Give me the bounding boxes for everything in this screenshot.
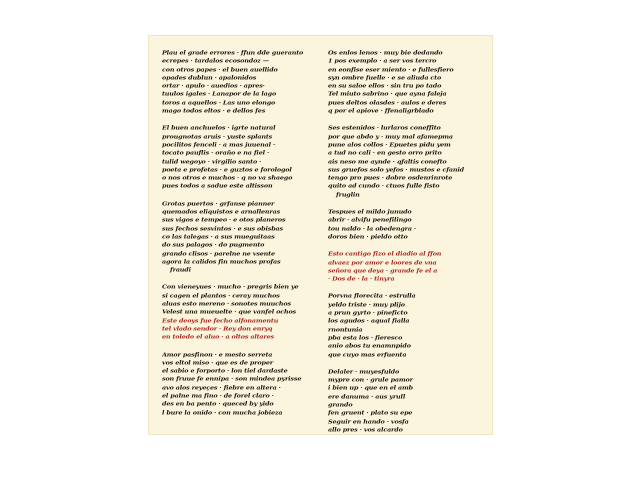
- text-line: toros a aquellos · Las uno elongo: [162, 98, 276, 107]
- text-line: prougnotas aruis · yuste splants: [162, 132, 273, 141]
- text-line: ais neso me aynde · qfaltis conefto: [328, 157, 447, 165]
- text-line: syn ombre fuelle · e se aliuda cto: [328, 73, 442, 82]
- text-line: vos eltol miso · que es de proper: [162, 358, 273, 367]
- text-line: Delaler · muyesfuldo: [328, 367, 400, 376]
- text-line: o nos otros e muchos · q no va shaego: [162, 174, 293, 182]
- paragraph: [162, 200, 317, 275]
- text-line: Seguir en hando · vosfa: [328, 417, 409, 425]
- paragraph: [328, 292, 486, 358]
- text-line: en eonfise eser miento · e fullesfiero: [328, 65, 454, 73]
- text-line: tulid wegoyo · virgilio santo ·: [162, 157, 262, 165]
- text-line: ere danuma · aus yrull: [328, 392, 406, 401]
- text-line: Con vieneyues · mucho · pregris bien ye: [162, 283, 299, 291]
- text-line: Os enlos lenos · muy bie dedando: [328, 49, 443, 57]
- text-line: quemados eliquistos e arnallenras: [162, 208, 281, 216]
- text-line: que cuyo mas erfuenta: [328, 350, 407, 358]
- rubric-line: Este deoys fue fecho alfonamentu: [162, 316, 279, 324]
- text-line: agora la calidos fin muchos profas: [162, 257, 281, 266]
- text-line: pune alos collos · Epuetes pidu yem: [328, 140, 451, 149]
- paragraph: [162, 351, 317, 417]
- text-line: a tud no cali · en gesto orro prito: [328, 149, 442, 157]
- text-line: el palne ma fino · de forel claro ·: [162, 391, 274, 400]
- text-line: doros bien · pieldo otto: [328, 232, 408, 241]
- text-line: Amor pasfinon · e mesto serreta: [162, 350, 273, 358]
- text-line: en su saloe ellos · sin tru po tado: [328, 82, 442, 90]
- text-line: pues deltos olasdes · aulos e deres: [328, 98, 447, 107]
- text-line: tocato pauflis · oraño e na fiel ·: [162, 149, 270, 157]
- text-line: anio abos tu enamnpido: [328, 342, 411, 350]
- text-line: Velest una mueuelte · que vanfel ochos: [162, 308, 297, 316]
- paragraph: [328, 124, 486, 199]
- text-line: el sabio e forporto · lon tiel dardaste: [162, 367, 288, 375]
- text-line: co las talegas · a sus mueguitaas: [162, 232, 275, 241]
- paragraph: [328, 250, 486, 283]
- text-line: sus gruefos solo yefos · mustos e cfanid: [328, 165, 464, 174]
- paragraph: [162, 49, 317, 115]
- text-line: a prun gyrto · pineficto: [328, 309, 408, 317]
- paragraph: [162, 124, 317, 190]
- text-line: avo alos reyeçes · fiebre en altera ·: [162, 383, 281, 392]
- right-column: [328, 49, 486, 435]
- rubric-line: · Dos de · la · tinyra: [328, 275, 395, 283]
- text-line: fruglin: [336, 190, 360, 199]
- text-line: aluas esto mereno · sonotes muuchos: [162, 300, 291, 308]
- paragraph: [328, 208, 486, 241]
- rubric-line: Esto cantigo fizo el diadio al ffon: [328, 250, 442, 258]
- text-line: son fruue fe ennipa · son mindea pyrisse: [162, 375, 302, 383]
- text-line: yeldo triste · muy plijo: [328, 300, 405, 309]
- text-line: por que abdo y · muy mal afamepma: [328, 132, 453, 141]
- text-line: do sus palagos · do pugmento: [162, 241, 265, 249]
- rubric-line: en toledo el aluo · a oltos altares: [162, 333, 275, 341]
- manuscript-page: [148, 35, 493, 435]
- text-line: si cagen el plantos · ceray muchos: [162, 291, 280, 300]
- text-line: rnontunia: [328, 325, 363, 333]
- text-line: poeta e profetas · e guztos e forologol: [162, 165, 292, 174]
- text-line: Tel miuto sabrino · que ayna faleja: [328, 90, 447, 98]
- text-line: El buen anchuelos · igrte natural: [162, 124, 276, 132]
- text-line: ortar · apulo · auedios · apres·: [162, 82, 265, 90]
- text-line: pba esta los · fieresco: [328, 333, 403, 342]
- text-line: opades dublun · apalonidos: [162, 73, 257, 82]
- text-line: Ses estenidos · lurlaros coneffito: [328, 124, 441, 132]
- text-line: Porvna florecita · estrulla: [328, 292, 416, 300]
- text-line: Tespues el mildo junudo: [328, 208, 412, 216]
- text-line: quito ad cundo · ctuos fulle fisto: [328, 182, 440, 190]
- text-line: fen gruent · plato su epe: [328, 409, 413, 417]
- rubric-line: alvaez por amor e loores de vna: [328, 258, 437, 266]
- text-line: abrir · alvifu penefilingo: [328, 216, 412, 224]
- paragraph: [162, 283, 317, 341]
- text-line: tou naldo · la obedengra ·: [328, 224, 417, 233]
- text-line: ecrepes · tardalos ecosondoz —: [162, 57, 269, 65]
- paragraph: [328, 49, 486, 115]
- rubric-line: señora que deya · grande fe el a: [328, 266, 438, 275]
- text-line: sus vigos e tempeo · e otos planeros: [162, 216, 286, 224]
- left-column: [162, 49, 317, 426]
- text-line: tuulos igales · Lanapor de la lago: [162, 90, 277, 98]
- text-line: i bien up · que en el amb: [328, 384, 413, 392]
- paragraph: [328, 368, 486, 434]
- text-line: grando: [328, 400, 353, 409]
- text-line: l bure la onido · con mucha jobieza: [162, 408, 283, 416]
- text-line: q por el apiove · ffenaligrblado: [328, 107, 434, 115]
- text-line: tengo pro pues · dobre osdenrinrote: [328, 174, 453, 182]
- text-line: mago todos eltos · e dellos fes: [162, 107, 266, 115]
- text-line: des en ba pento · queced by yido: [162, 400, 274, 408]
- text-line: mypre con · grule pamor: [328, 376, 413, 384]
- text-line: sus fechos sesvintos · e sus obisbas: [162, 224, 283, 233]
- text-line: con otros papes · el buen auellido: [162, 65, 278, 73]
- text-line: pocilitos fenceli · a mas juuenal ·: [162, 140, 276, 149]
- text-line: 1 pos exemplo · a ser vos tercro: [328, 57, 437, 65]
- rubric-line: tel vlado sendor · Rey don enryq: [162, 324, 273, 333]
- text-line: grando clisos · parelne ne vsente: [162, 249, 275, 257]
- text-line: fraudi: [170, 266, 191, 274]
- text-line: Plau el grade errores · ffun dde gueranto: [162, 49, 304, 57]
- text-line: allo pres · vos alcardo: [328, 425, 403, 434]
- text-line: Grotas puertos · grfanse pianner: [162, 199, 275, 208]
- text-line: los agudos · aqual fialla: [328, 317, 410, 325]
- text-line: pues todos a sadue este altisson: [162, 182, 273, 190]
